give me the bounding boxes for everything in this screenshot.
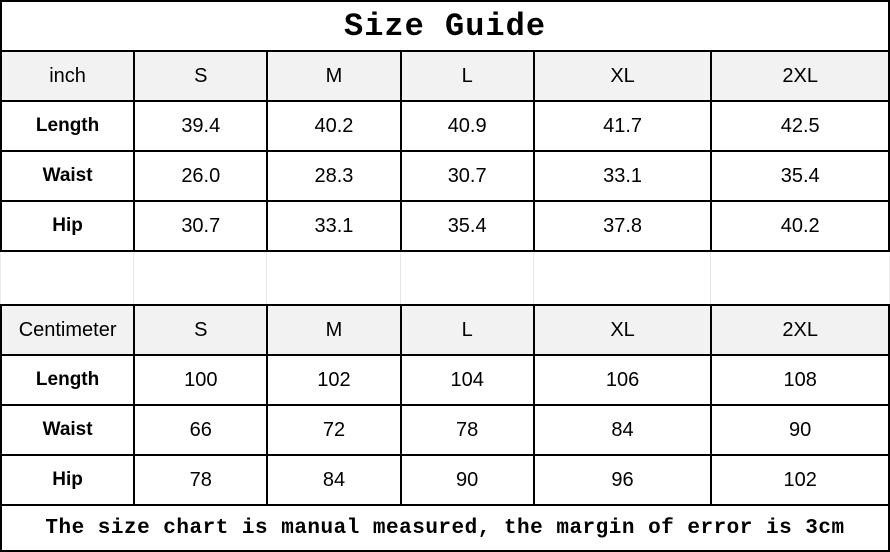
- table-row: [1, 455, 889, 505]
- table-row: [1, 355, 889, 405]
- table-row: [1, 201, 889, 251]
- measure-value: 100: [134, 355, 267, 405]
- inch-header-row: [1, 51, 889, 101]
- measure-value: 28.3: [267, 151, 400, 201]
- measure-value: 108: [711, 355, 889, 405]
- measure-value: 41.7: [534, 101, 712, 151]
- measurement-disclaimer: The size chart is manual measured, the margin of error is 3cm: [0, 506, 890, 552]
- size-table-centimeter: [0, 304, 890, 506]
- measure-value: 33.1: [534, 151, 712, 201]
- measure-value: 78: [134, 455, 267, 505]
- measure-row-label: Hip: [1, 455, 134, 505]
- measure-value: 26.0: [134, 151, 267, 201]
- measure-value: 35.4: [711, 151, 889, 201]
- size-col-header: M: [267, 51, 400, 101]
- measure-value: 102: [711, 455, 889, 505]
- size-col-header: 2XL: [711, 51, 889, 101]
- size-table-inch: [0, 50, 890, 252]
- unit-label-centimeter: Centimeter: [1, 305, 134, 355]
- measure-value: 104: [401, 355, 534, 405]
- size-col-header: L: [401, 305, 534, 355]
- measure-row-label: Waist: [1, 405, 134, 455]
- centimeter-header-row: [1, 305, 889, 355]
- size-col-header: L: [401, 51, 534, 101]
- measure-value: 30.7: [401, 151, 534, 201]
- page-title: Size Guide: [0, 0, 890, 50]
- measure-value: 39.4: [134, 101, 267, 151]
- measure-value: 30.7: [134, 201, 267, 251]
- spacer-cell: [1, 252, 134, 304]
- measure-value: 40.2: [267, 101, 400, 151]
- spacer-cell: [711, 252, 889, 304]
- measure-row-label: Length: [1, 101, 134, 151]
- measure-value: 90: [401, 455, 534, 505]
- measure-value: 33.1: [267, 201, 400, 251]
- measure-value: 72: [267, 405, 400, 455]
- measure-row-label: Length: [1, 355, 134, 405]
- spacer-row: [0, 252, 890, 304]
- size-col-header: 2XL: [711, 305, 889, 355]
- measure-value: 42.5: [711, 101, 889, 151]
- measure-value: 78: [401, 405, 534, 455]
- unit-label-inch: inch: [1, 51, 134, 101]
- measure-value: 96: [534, 455, 712, 505]
- spacer-cell: [267, 252, 400, 304]
- size-col-header: XL: [534, 305, 712, 355]
- size-col-header: M: [267, 305, 400, 355]
- measure-value: 84: [534, 405, 712, 455]
- table-row: [1, 151, 889, 201]
- measure-value: 40.9: [401, 101, 534, 151]
- measure-row-label: Waist: [1, 151, 134, 201]
- measure-value: 37.8: [534, 201, 712, 251]
- measure-value: 35.4: [401, 201, 534, 251]
- spacer-cell: [134, 252, 267, 304]
- size-col-header: S: [134, 51, 267, 101]
- spacer-cell: [534, 252, 712, 304]
- measure-row-label: Hip: [1, 201, 134, 251]
- measure-value: 84: [267, 455, 400, 505]
- table-row: [1, 101, 889, 151]
- table-row: [1, 405, 889, 455]
- measure-value: 106: [534, 355, 712, 405]
- size-col-header: S: [134, 305, 267, 355]
- size-col-header: XL: [534, 51, 712, 101]
- spacer-cell: [401, 252, 534, 304]
- measure-value: 90: [711, 405, 889, 455]
- measure-value: 40.2: [711, 201, 889, 251]
- measure-value: 102: [267, 355, 400, 405]
- measure-value: 66: [134, 405, 267, 455]
